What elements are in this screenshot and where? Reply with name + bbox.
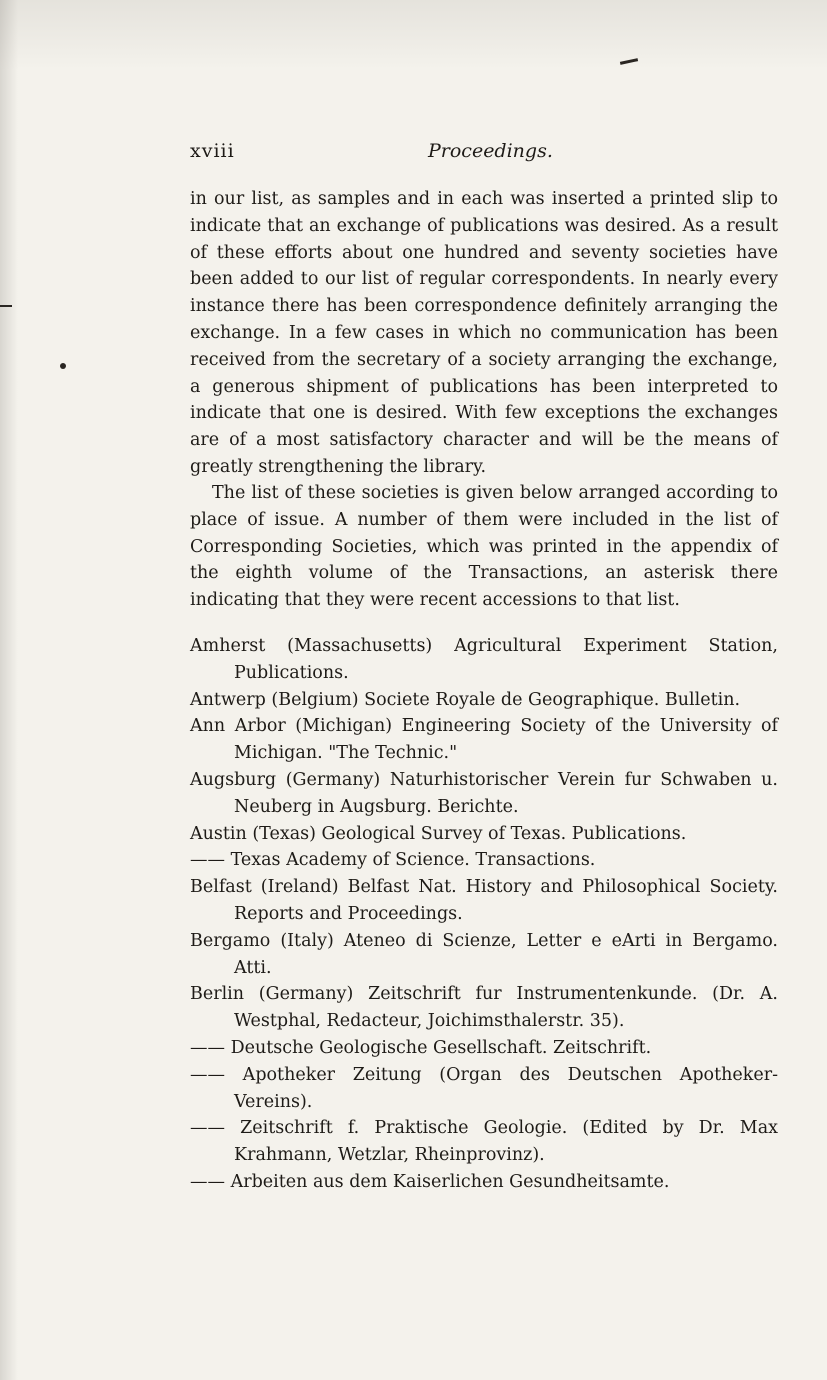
body-paragraph: The list of these societies is given below arranged according to place of issue. A number of them were included in the list of Corresponding Societies, which was printed in the appendix of the eighth volume of the Transactions, an asterisk there indicating that they were recent accessions to that list. — [190, 483, 778, 611]
list-item: —— Arbeiten aus dem Kaiserlichen Gesundheitsamte. — [190, 1171, 670, 1192]
running-title: Proceedings. — [428, 140, 553, 162]
list-item: —— Deutsche Geologische Gesellschaft. Zeitschrift. — [190, 1037, 652, 1058]
page-number: xviii — [190, 140, 235, 162]
list-item: Bergamo (Italy) Ateneo di Scienze, Letter e eArti in Bergamo. Atti. — [190, 930, 778, 978]
margin-tick-mark — [0, 305, 12, 307]
body-paragraph: in our list, as samples and in each was inserted a printed slip to indicate that an exchange of publications was desired. As a result of these efforts about one hundred and seventy societies have been added to our list of regular correspondents. In nearly every instance there has been correspondence definitely arranging the exchange. In a few cases in which no communication has been received from the secretary of a society arranging the exchange, a generous shipment of publications has been interpreted to indicate that one is desired. With few exceptions the exchanges are of a most satisfactory character and will be the means of greatly strengthening the library. — [190, 189, 778, 477]
page-header — [190, 140, 775, 170]
list-item: —— Zeitschrift f. Praktische Geologie. (Edited by Dr. Max Krahmann, Wetzlar, Rheinprovinz). — [190, 1118, 778, 1166]
list-item: —— Apotheker Zeitung (Organ des Deutschen Apotheker-Vereins). — [190, 1064, 778, 1112]
stray-dot-mark — [60, 363, 66, 369]
exchange-societies-list — [190, 633, 778, 1196]
list-item: Amherst (Massachusetts) Agricultural Experiment Station, Publications. — [190, 636, 778, 683]
page-left-edge-shading — [0, 0, 18, 1380]
page-top-shading — [0, 0, 827, 70]
list-item: Ann Arbor (Michigan) Engineering Society of the University of Michigan. "The Technic." — [190, 716, 778, 764]
list-item: Berlin (Germany) Zeitschrift fur Instrumentenkunde. (Dr. A. Westphal, Redacteur, Joichimsthalerstr. 35). — [190, 984, 778, 1032]
list-item: —— Texas Academy of Science. Transactions. — [190, 850, 596, 871]
list-item: Antwerp (Belgium) Societe Royale de Geographique. Bulletin. — [190, 689, 741, 710]
list-item: Augsburg (Germany) Naturhistorischer Verein fur Schwaben u. Neuberg in Augsburg. Berichte. — [190, 769, 778, 817]
list-item: Austin (Texas) Geological Survey of Texas. Publications. — [190, 823, 687, 844]
list-item: Belfast (Ireland) Belfast Nat. History and Philosophical Society. Reports and Proceedings. — [190, 877, 778, 924]
